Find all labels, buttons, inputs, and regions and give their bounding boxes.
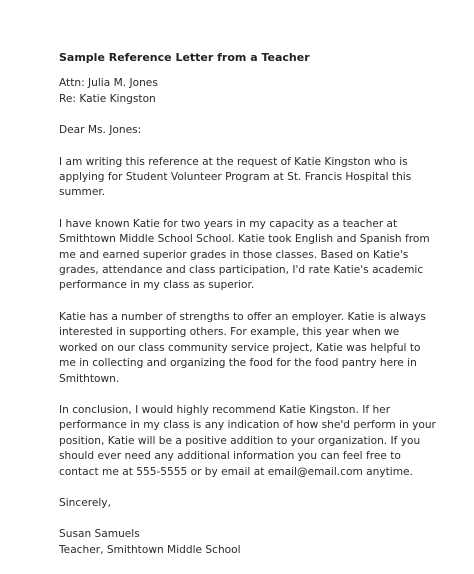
paragraph-line: performance in my class is any indication of how she'd perform in your [59, 419, 436, 432]
address-block [59, 76, 431, 107]
paragraph-line: Katie has a number of strengths to offer an employer. Katie is always [59, 310, 426, 323]
attn-line: Attn: Julia M. Jones [59, 77, 158, 90]
paragraph-line: I have known Katie for two years in my capacity as a teacher at [59, 217, 398, 230]
paragraph-strengths [59, 310, 431, 387]
salutation [59, 123, 431, 138]
paragraph-line: should ever need any additional information you can feel free to [59, 450, 401, 463]
paragraph-request [59, 155, 431, 201]
reference-letter [59, 50, 436, 574]
paragraph-relationship [59, 217, 431, 294]
paragraph-line: I am writing this reference at the request of Katie Kingston who is [59, 155, 408, 168]
paragraph-line: grades, attendance and class participation, I'd rate Katie's academic [59, 264, 424, 277]
closing-line: Sincerely, [59, 496, 111, 509]
letter-title: Sample Reference Letter from a Teacher [59, 51, 310, 64]
paragraph-line: me and earned superior grades in those classes. Based on Katie's [59, 248, 409, 261]
signature-block [59, 527, 431, 558]
paragraph-line: In conclusion, I would highly recommend Katie Kingston. If her [59, 403, 391, 416]
salutation-line: Dear Ms. Jones: [59, 124, 142, 137]
paragraph-line: interested in supporting others. For example, this year when we [59, 326, 400, 339]
paragraph-line: Smithtown Middle School School. Katie took English and Spanish from [59, 233, 430, 246]
paragraph-line: Smithtown. [59, 372, 120, 385]
closing [59, 496, 431, 511]
paragraph-line: position, Katie will be a positive addition to your organization. If you [59, 434, 421, 447]
paragraph-line: worked on our class community service project, Katie was helpful to [59, 341, 421, 354]
signer-name: Susan Samuels [59, 528, 140, 541]
signer-title: Teacher, Smithtown Middle School [59, 543, 241, 556]
paragraph-conclusion [59, 403, 436, 480]
re-line: Re: Katie Kingston [59, 92, 156, 105]
paragraph-line: summer. [59, 186, 106, 199]
paragraph-line: contact me at 555-5555 or by email at email@email.com anytime. [59, 465, 413, 478]
paragraph-line: performance in my class as superior. [59, 279, 255, 292]
paragraph-line: me in collecting and organizing the food for the food pantry here in [59, 357, 417, 370]
paragraph-line: applying for Student Volunteer Program at St. Francis Hospital this [59, 171, 412, 184]
